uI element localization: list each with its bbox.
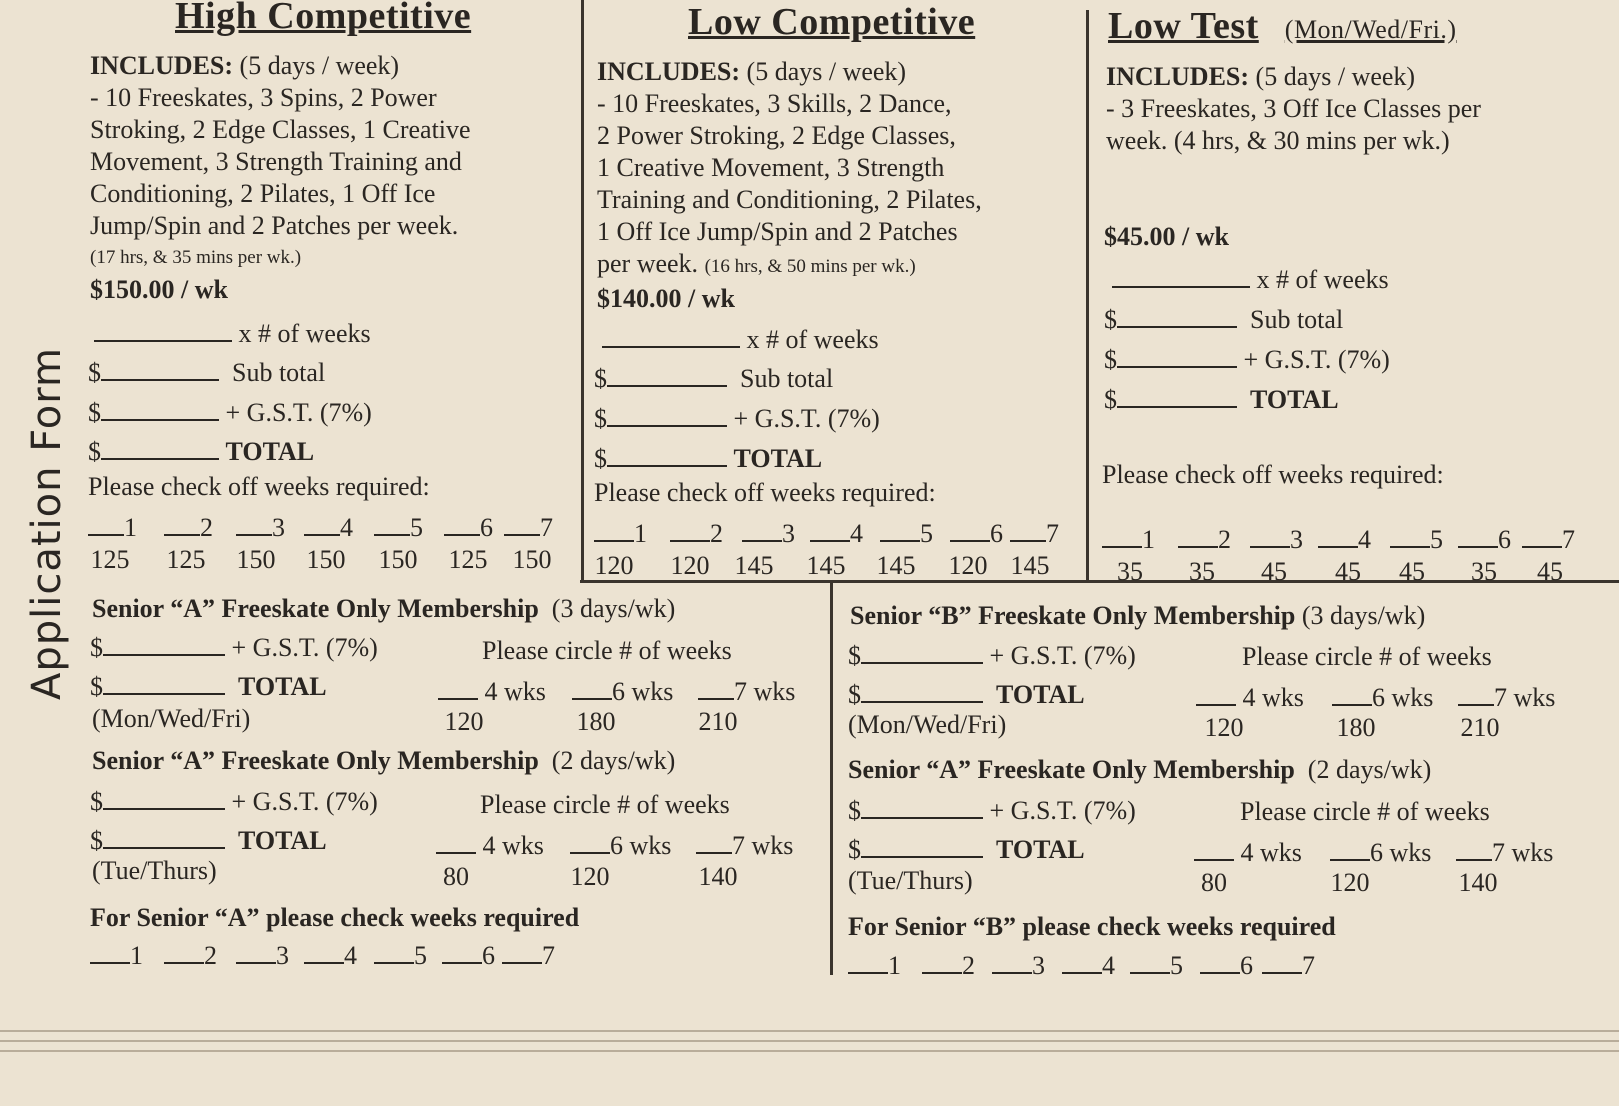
week-price: 45 [1537,557,1563,586]
includes-line: per week. [597,249,699,278]
membership-title: Senior “A” Freeskate Only Membership (2 days/wk) [92,746,676,775]
circle-label: Please circle # of weeks [1240,797,1490,826]
program-title: Low Competitive [688,1,976,43]
option-price: 80 [1201,868,1227,897]
week-price: 145 [806,551,846,580]
currency-sign: $ [594,444,607,473]
weeks-field[interactable] [1112,264,1250,288]
circle-label: Please circle # of weeks [482,636,732,665]
divider-lower [830,582,833,975]
side-label: Application Form [24,347,70,700]
option-price: 180 [576,707,616,736]
total-field[interactable] [861,679,983,703]
currency-sign: $ [88,398,101,427]
week-checkbox[interactable]: 4 [1062,950,1115,981]
week-checkbox[interactable]: 3 [236,940,289,971]
currency-sign: $ [1104,385,1117,414]
gst-label: + G.S.T. (7%) [231,633,378,662]
gst-row [848,795,1136,826]
currency-sign: $ [1104,305,1117,334]
includes-line: Stroking, 2 Edge Classes, 1 Creative [90,115,471,144]
week-price: 35 [1189,557,1215,586]
subtotal-label: Sub total [740,364,834,393]
total-label: TOTAL [996,835,1085,864]
week-checkbox[interactable]: 4 [810,518,863,549]
total-label: TOTAL [238,672,327,701]
week-checkbox[interactable]: 5 [1390,524,1443,555]
week-checkbox[interactable]: 3 [236,512,285,543]
week-price: 145 [734,551,774,580]
week-option[interactable]: 7 wks [696,830,793,861]
includes-line: - 10 Freeskates, 3 Skills, 2 Dance, [597,89,952,118]
option-price: 180 [1336,713,1376,742]
includes-line: - 3 Freeskates, 3 Off Ice Classes per [1106,94,1481,123]
option-price: 120 [570,862,610,891]
includes-line: - 10 Freeskates, 3 Spins, 2 Power [90,83,437,112]
gst-field[interactable] [861,795,983,819]
page-edge-line [0,1050,1619,1052]
week-option[interactable]: 7 wks [1458,682,1555,713]
week-checkbox[interactable]: 5 [374,512,423,543]
page-edge-line [0,1030,1619,1032]
subtotal-field[interactable] [1117,304,1237,328]
total-label: TOTAL [733,444,823,473]
currency-sign: $ [848,835,861,864]
program-price: $150.00 / wk [90,275,228,304]
membership-title: Senior “A” Freeskate Only Membership (3 days/wk) [92,594,676,623]
circle-label: Please circle # of weeks [480,790,730,819]
subtotal-row [88,357,325,388]
total-field[interactable] [103,671,225,695]
total-field[interactable] [103,825,225,849]
currency-sign: $ [88,358,101,387]
week-option[interactable]: 4 wks [1194,837,1302,868]
currency-sign: $ [90,787,103,816]
weeks-label: x # of weeks [238,319,371,348]
includes-line: 2 Power Stroking, 2 Edge Classes, [597,121,956,150]
currency-sign: $ [848,680,861,709]
weeks-row [602,324,879,355]
program-includes [90,50,570,306]
currency-sign: $ [848,641,861,670]
gst-field[interactable] [607,403,727,427]
program-title-sub: (Mon/Wed/Fri.) [1284,15,1457,44]
week-checkbox[interactable]: 4 [1318,524,1371,555]
senior-check-label: For Senior “A” please check weeks required [90,903,580,932]
weeks-row [94,318,371,349]
currency-sign: $ [848,796,861,825]
week-option[interactable]: 4 wks [438,676,546,707]
gst-row [90,786,378,817]
gst-field[interactable] [861,640,983,664]
membership-days: (Tue/Thurs) [92,856,217,885]
currency-sign: $ [90,633,103,662]
week-price: 150 [378,545,418,574]
week-checkbox[interactable]: 3 [1250,524,1303,555]
week-checkbox[interactable]: 7 [502,940,555,971]
currency-sign: $ [90,672,103,701]
total-label: TOTAL [996,680,1085,709]
gst-row [1104,344,1390,375]
membership-days: (Mon/Wed/Fri) [92,704,251,733]
includes-line: 1 Creative Movement, 3 Strength [597,153,945,182]
gst-field[interactable] [103,632,225,656]
week-checkbox[interactable]: 5 [374,940,427,971]
week-checkbox[interactable]: 3 [992,950,1045,981]
week-checkbox[interactable]: 2 [164,940,217,971]
program-title: Low Test (Mon/Wed/Fri.) [1108,5,1457,47]
includes-line: week. (4 hrs, & 30 mins per wk.) [1106,126,1450,155]
week-price: 45 [1261,557,1287,586]
total-row [594,443,822,474]
includes-label: INCLUDES: [597,57,741,86]
gst-label: + G.S.T. (7%) [733,404,880,433]
week-checkbox[interactable]: 2 [670,518,723,549]
total-row [90,671,327,702]
total-field[interactable] [101,436,219,460]
program-price: $140.00 / wk [597,284,735,313]
total-row [848,679,1085,710]
divider-col-1 [581,0,584,582]
total-field[interactable] [861,834,983,858]
week-checkbox[interactable]: 7 [1522,524,1575,555]
membership-freq: (2 days/wk) [1307,755,1432,784]
week-option[interactable]: 7 wks [1456,837,1553,868]
subtotal-label: Sub total [232,358,326,387]
week-price: 150 [512,545,552,574]
week-checkbox[interactable]: 6 [444,512,493,543]
program-title: High Competitive [175,0,472,37]
week-checkbox[interactable]: 7 [1262,950,1315,981]
program-includes [597,56,1077,315]
week-checkbox[interactable]: 2 [164,512,213,543]
weeks-label: x # of weeks [1256,265,1389,294]
gst-label: + G.S.T. (7%) [1243,345,1390,374]
membership-title: Senior “B” Freeskate Only Membership (3 days/wk) [850,601,1426,630]
program-price: $45.00 / wk [1104,222,1229,251]
page-edge-line [0,1040,1619,1042]
senior-check-label: For Senior “B” please check weeks required [848,912,1336,941]
option-price: 120 [444,707,484,736]
gst-label: + G.S.T. (7%) [225,398,372,427]
includes-freq: (5 days / week) [1255,62,1416,91]
gst-label: + G.S.T. (7%) [989,641,1136,670]
option-price: 120 [1204,713,1244,742]
week-checkbox[interactable]: 6 [1458,524,1511,555]
week-price: 45 [1399,557,1425,586]
check-label: Please check off weeks required: [1102,460,1444,489]
membership-freq: (2 days/wk) [551,746,676,775]
total-field[interactable] [1117,384,1237,408]
week-checkbox[interactable]: 1 [88,512,137,543]
weeks-field[interactable] [94,318,232,342]
currency-sign: $ [594,364,607,393]
week-checkbox[interactable]: 7 [1010,518,1059,549]
option-price: 140 [698,862,738,891]
check-label: Please check off weeks required: [594,478,936,507]
week-price: 125 [448,545,488,574]
week-price: 145 [876,551,916,580]
week-price: 120 [670,551,710,580]
program-hours: (16 hrs, & 50 mins per wk.) [704,256,916,277]
week-checkbox[interactable]: 1 [848,950,901,981]
week-price: 120 [594,551,634,580]
week-checkbox[interactable]: 1 [594,518,647,549]
week-checkbox[interactable]: 5 [1130,950,1183,981]
program-hours: (17 hrs, & 35 mins per wk.) [90,247,302,268]
week-checkbox[interactable]: 3 [742,518,795,549]
week-checkbox[interactable]: 4 [304,940,357,971]
includes-label: INCLUDES: [1106,62,1250,91]
circle-label: Please circle # of weeks [1242,642,1492,671]
total-field[interactable] [607,443,727,467]
week-price: 35 [1471,557,1497,586]
weeks-row [1112,264,1389,295]
week-checkbox[interactable]: 1 [1102,524,1155,555]
week-checkbox[interactable]: 7 [504,512,553,543]
week-option[interactable]: 6 wks [1332,682,1433,713]
total-row [1104,384,1339,415]
week-checkbox[interactable]: 2 [922,950,975,981]
gst-row [88,397,372,428]
week-price: 125 [90,545,130,574]
week-checkbox[interactable]: 6 [442,940,495,971]
divider-col-2 [1086,10,1089,582]
total-row [848,834,1085,865]
includes-label: INCLUDES: [90,51,234,80]
subtotal-field[interactable] [607,363,727,387]
week-option[interactable]: 6 wks [572,676,673,707]
subtotal-label: Sub total [1250,305,1344,334]
includes-line: Conditioning, 2 Pilates, 1 Off Ice [90,179,436,208]
includes-line: Training and Conditioning, 2 Pilates, [597,185,982,214]
week-price: 45 [1335,557,1361,586]
week-option[interactable]: 4 wks [1196,682,1304,713]
currency-sign: $ [1104,345,1117,374]
total-row [90,825,327,856]
includes-freq: (5 days / week) [746,57,907,86]
week-price: 150 [236,545,276,574]
membership-days: (Tue/Thurs) [848,866,973,895]
weeks-label: x # of weeks [746,325,879,354]
week-checkbox[interactable]: 1 [90,940,143,971]
week-option[interactable]: 7 wks [698,676,795,707]
week-checkbox[interactable]: 2 [1178,524,1231,555]
membership-title: Senior “A” Freeskate Only Membership (2 days/wk) [848,755,1432,784]
membership-days: (Mon/Wed/Fri) [848,710,1007,739]
gst-label: + G.S.T. (7%) [231,787,378,816]
total-label: TOTAL [225,437,315,466]
gst-field[interactable] [103,786,225,810]
week-checkbox[interactable]: 6 [1200,950,1253,981]
program-includes [1106,61,1606,157]
currency-sign: $ [594,404,607,433]
option-price: 210 [698,707,738,736]
gst-field[interactable] [101,397,219,421]
option-price: 210 [1460,713,1500,742]
subtotal-field[interactable] [101,357,219,381]
week-option[interactable]: 6 wks [570,830,671,861]
week-price: 120 [948,551,988,580]
includes-line: Jump/Spin and 2 Patches per week. [90,211,459,240]
week-price: 35 [1117,557,1143,586]
membership-freq: (3 days/wk) [1301,601,1426,630]
week-price: 145 [1010,551,1050,580]
week-checkbox[interactable]: 4 [304,512,353,543]
membership-freq: (3 days/wk) [551,594,676,623]
week-price: 125 [166,545,206,574]
check-label: Please check off weeks required: [88,472,430,501]
currency-sign: $ [88,437,101,466]
option-price: 80 [443,862,469,891]
includes-line: Movement, 3 Strength Training and [90,147,462,176]
total-label: TOTAL [1250,385,1339,414]
week-option[interactable]: 4 wks [436,830,544,861]
week-option[interactable]: 6 wks [1330,837,1431,868]
total-row [88,436,314,467]
currency-sign: $ [90,826,103,855]
option-price: 140 [1458,868,1498,897]
week-checkbox[interactable]: 5 [880,518,933,549]
includes-line: 1 Off Ice Jump/Spin and 2 Patches [597,217,958,246]
total-label: TOTAL [238,826,327,855]
gst-row [90,632,378,663]
subtotal-row [1104,304,1343,335]
week-checkbox[interactable]: 6 [950,518,1003,549]
gst-row [594,403,880,434]
includes-freq: (5 days / week) [239,51,400,80]
option-price: 120 [1330,868,1370,897]
week-price: 150 [306,545,346,574]
gst-field[interactable] [1117,344,1237,368]
weeks-field[interactable] [602,324,740,348]
subtotal-row [594,363,833,394]
gst-label: + G.S.T. (7%) [989,796,1136,825]
gst-row [848,640,1136,671]
